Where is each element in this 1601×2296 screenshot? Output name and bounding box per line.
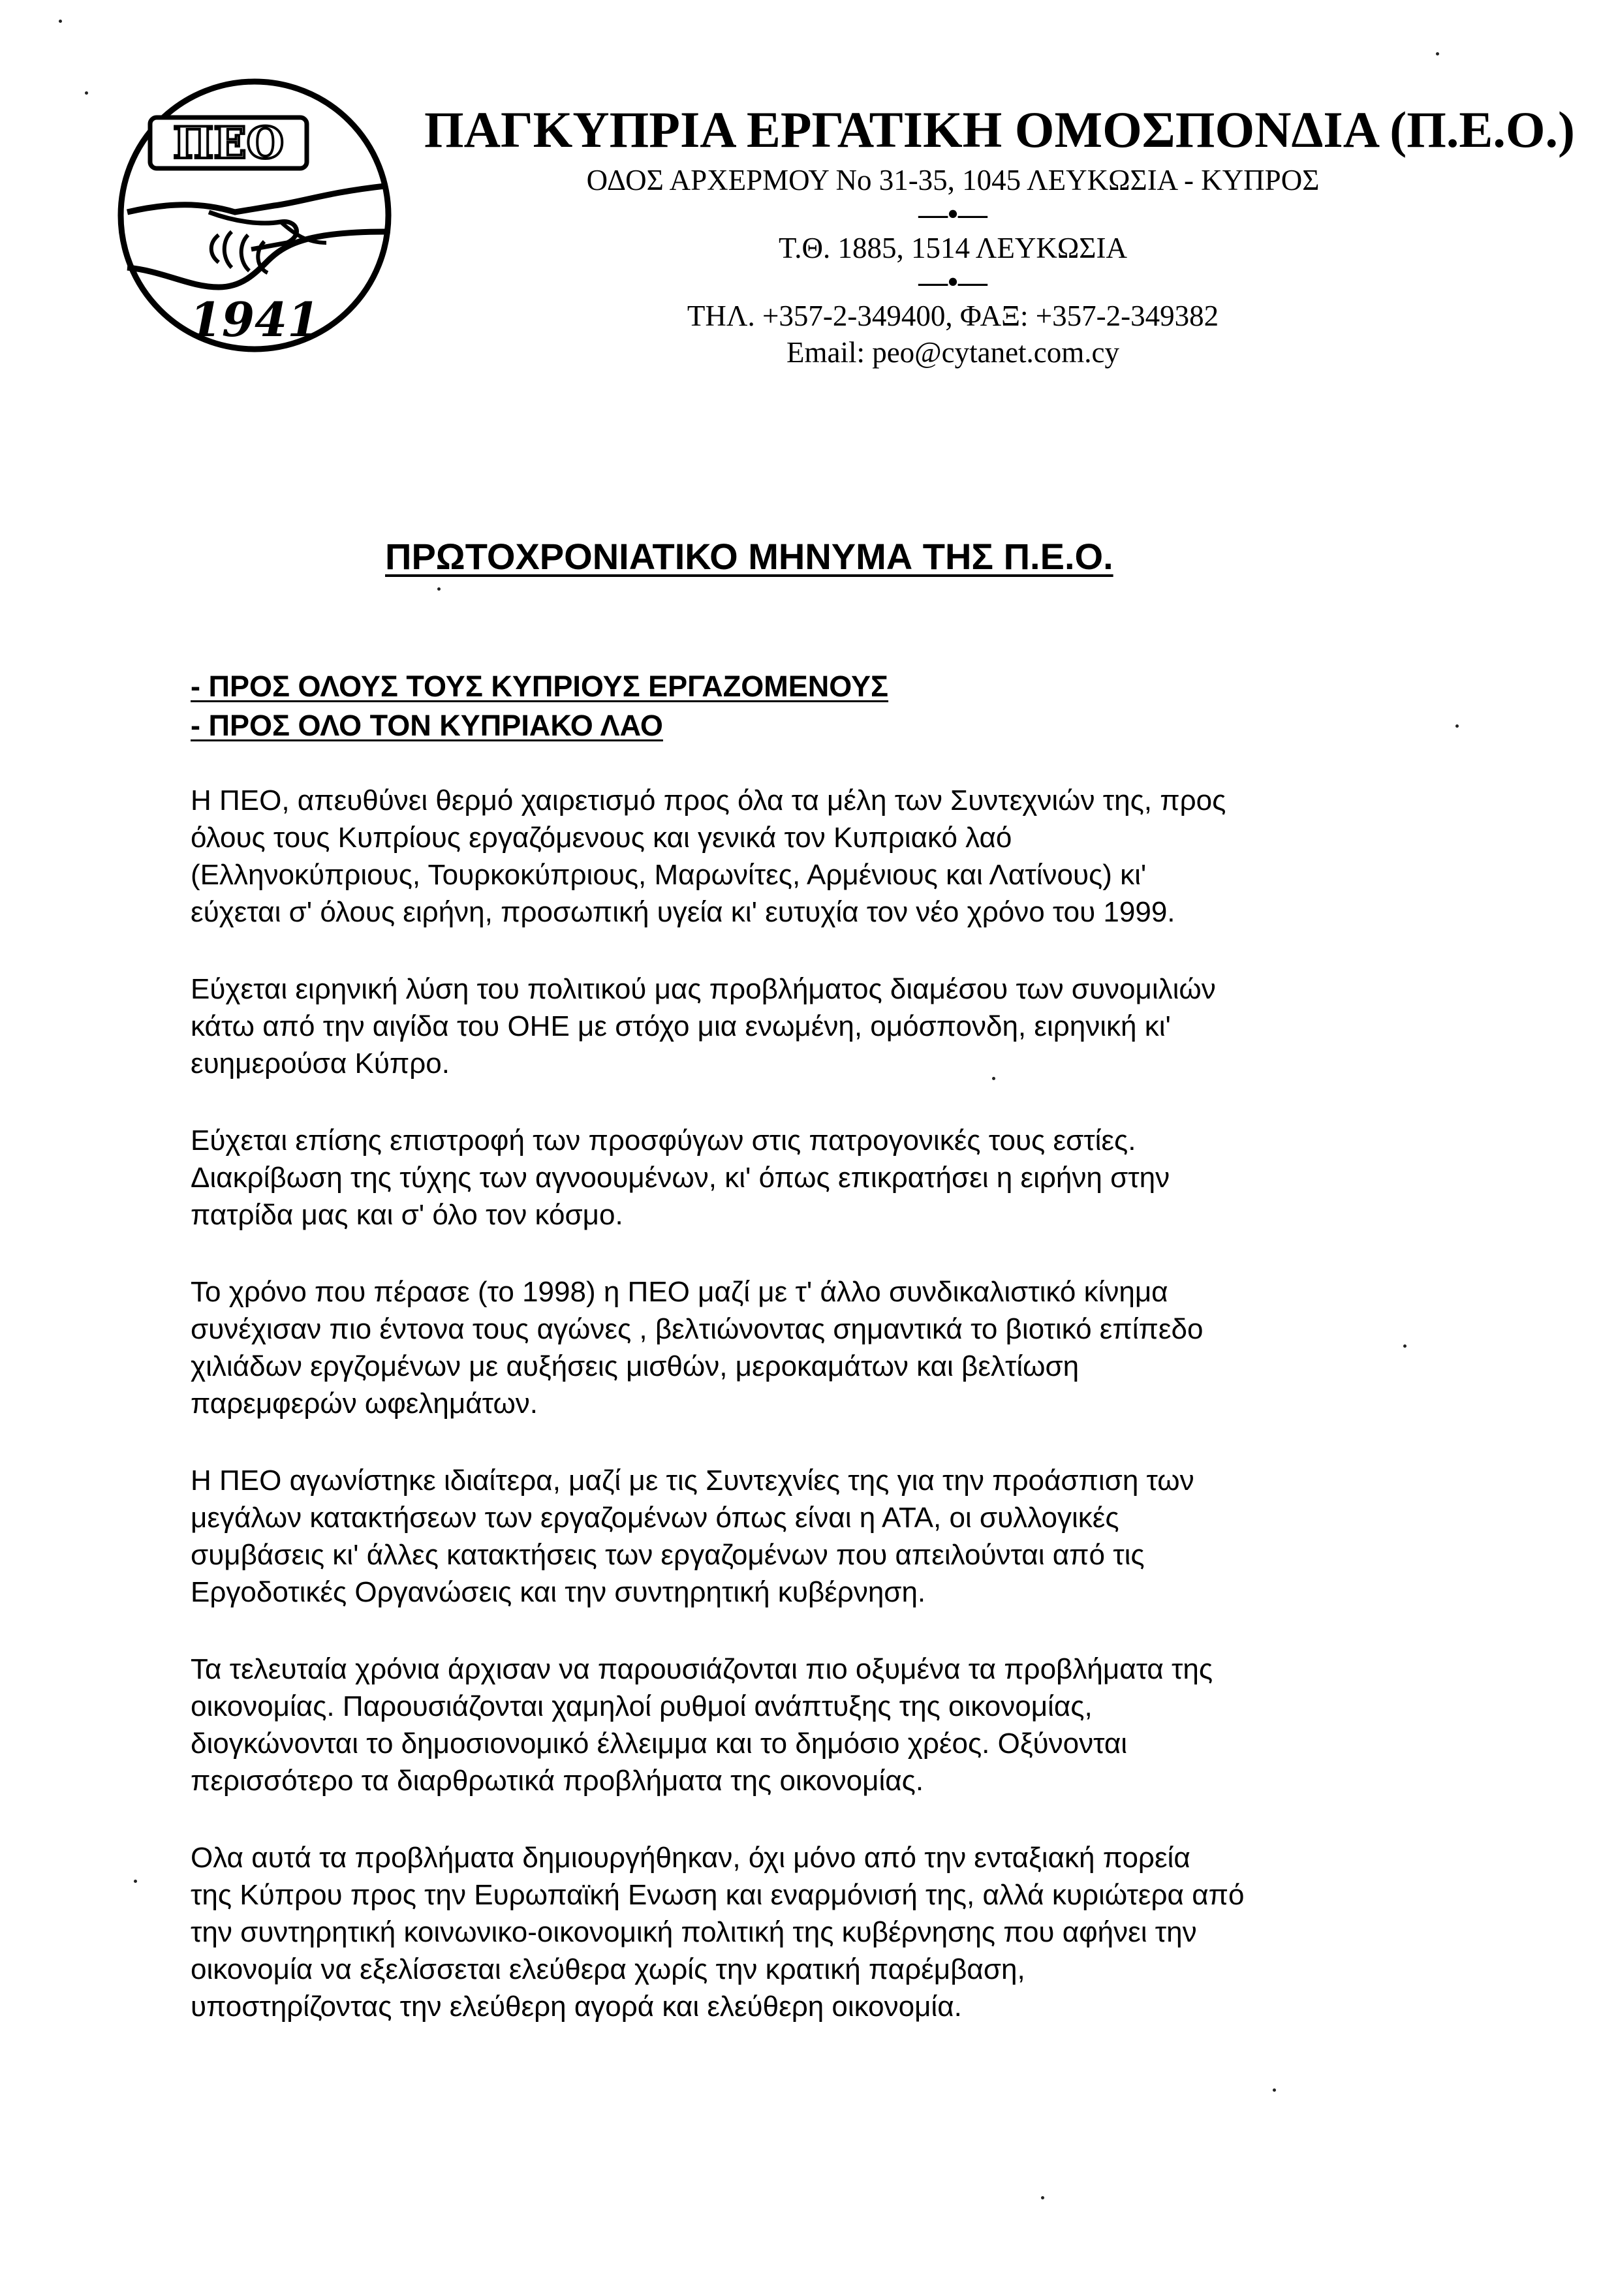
- text-line: Τα τελευταία χρόνια άρχισαν να παρουσιάζονται πιο οξυμένα τα προβλήματα της: [191, 1653, 1213, 1685]
- scan-speck: [1041, 2196, 1044, 2199]
- addressee-line: - ΠΡΟΣ ΟΛΟ ΤΟΝ ΚΥΠΡΙΑΚΟ ΛΑΟ: [191, 709, 663, 742]
- text-line: κάτω από την αιγίδα του ΟΗΕ με στόχο μια ενωμένη, ομόσπονδη, ειρηνική κι': [191, 1010, 1171, 1042]
- logo-acronym: ΠΕΟ: [172, 117, 285, 168]
- message-title: ΠΡΩΤΟΧΡΟΝΙΑΤΙΚΟ ΜΗΝΥΜΑ ΤΗΣ Π.Ε.Ο.: [385, 536, 1113, 577]
- text-line: της Κύπρου προς την Ευρωπαϊκή Ενωση και εναρμόνισή της, αλλά κυριώτερα από: [191, 1879, 1245, 1911]
- text-line: συνέχισαν πιο έντονα τους αγώνες , βελτιώνοντας σημαντικά το βιοτικό επίπεδο: [191, 1313, 1204, 1345]
- scan-speck: [1455, 724, 1459, 728]
- text-line: όλους τους Κυπρίους εργαζόμενους και γενικά τον Κυπριακό λαό: [191, 822, 1012, 854]
- text-line: Ολα αυτά τα προβλήματα δημιουργήθηκαν, όχι μόνο από την ενταξιακή πορεία: [191, 1842, 1190, 1874]
- scan-speck: [134, 1880, 137, 1883]
- text-line: συμβάσεις κι' άλλες κατακτήσεις των εργαζομένων που απειλούνται από τις: [191, 1539, 1145, 1571]
- paragraph: [191, 970, 1431, 1082]
- scan-speck: [1273, 2088, 1276, 2092]
- text-line: Εργοδοτικές Οργανώσεις και την συντηρητική κυβέρνηση.: [191, 1576, 926, 1608]
- text-line: εύχεται σ' όλους ειρήνη, προσωπική υγεία κι' ευτυχία τον νέο χρόνο του 1999.: [191, 896, 1175, 928]
- scan-speck: [85, 91, 88, 95]
- paragraph: [191, 1651, 1431, 1799]
- text-line: Η ΠΕΟ αγωνίστηκε ιδιαίτερα, μαζί με τις Συντεχνίες της για την προάσπιση των: [191, 1465, 1194, 1497]
- separator-2: —•—: [918, 266, 987, 298]
- logo-year: 1941: [189, 292, 320, 347]
- phone-fax: ΤΗΛ. +357-2-349400, ΦΑΞ: +357-2-349382: [687, 300, 1219, 332]
- scan-speck: [992, 1077, 995, 1080]
- peo-logo: [111, 72, 398, 359]
- street-address: ΟΔΟΣ ΑΡΧΕΡΜΟΥ Νο 31-35, 1045 ΛΕΥΚΩΣΙΑ - ΚΥΠΡΟΣ: [586, 164, 1320, 196]
- text-line: Η ΠΕΟ, απευθύνει θερμό χαιρετισμό προς όλα τα μέλη των Συντεχνιών της, προς: [191, 784, 1226, 816]
- text-line: διογκώνονται το δημοσιονομικό έλλειμμα και το δημόσιο χρέος. Οξύνονται: [191, 1728, 1128, 1760]
- paragraph: [191, 1839, 1431, 2025]
- text-line: περισσότερο τα διαρθρωτικά προβλήματα της οικονομίας.: [191, 1765, 924, 1797]
- handshake-icon: [111, 72, 398, 359]
- text-line: Διακρίβωση της τύχης των αγνοουμένων, κι' όπως επικρατήσει η ειρήνη στην: [191, 1162, 1170, 1194]
- message-body: [191, 782, 1431, 2065]
- addressee-line: - ΠΡΟΣ ΟΛΟΥΣ ΤΟΥΣ ΚΥΠΡΙΟΥΣ ΕΡΓΑΖΟΜΕΝΟΥΣ: [191, 670, 889, 703]
- text-line: οικονομίας. Παρουσιάζονται χαμηλοί ρυθμοί ανάπτυξης της οικονομίας,: [191, 1690, 1093, 1722]
- paragraph: [191, 1122, 1431, 1233]
- text-line: παρεμφερών ωφελημάτων.: [191, 1388, 538, 1419]
- text-line: (Ελληνοκύπριους, Τουρκοκύπριους, Μαρωνίτες, Αρμένιους και Λατίνους) κι': [191, 859, 1147, 891]
- scan-speck: [1403, 1344, 1407, 1348]
- text-line: την συντηρητική κοινωνικο-οικονομική πολιτική της κυβέρνησης που αφήνει την: [191, 1916, 1197, 1948]
- text-line: υποστηρίζοντας την ελεύθερη αγορά και ελεύθερη οικονομία.: [191, 1991, 962, 2023]
- po-box: Τ.Θ. 1885, 1514 ΛΕΥΚΩΣΙΑ: [779, 232, 1127, 264]
- text-line: μεγάλων κατακτήσεων των εργαζομένων όπως είναι η ΑΤΑ, οι συλλογικές: [191, 1502, 1119, 1534]
- email-address: Email: peo@cytanet.com.cy: [786, 336, 1119, 369]
- scan-speck: [1436, 52, 1439, 55]
- addressees: [191, 667, 888, 745]
- separator-1: —•—: [918, 198, 987, 230]
- text-line: χιλιάδων εργζομένων με αυξήσεις μισθών, μεροκαμάτων και βελτίωση: [191, 1350, 1080, 1382]
- text-line: Το χρόνο που πέρασε (το 1998) η ΠΕΟ μαζί με τ' άλλο συνδικαλιστικό κίνημα: [191, 1276, 1168, 1308]
- text-line: ευημερούσα Κύπρο.: [191, 1047, 450, 1079]
- paragraph: [191, 1462, 1431, 1611]
- paragraph: [191, 782, 1431, 931]
- organization-name: ΠΑΓΚΥΠΡΙΑ ΕΡΓΑΤΙΚΗ ΟΜΟΣΠΟΝΔΙΑ (Π.Ε.Ο.): [424, 101, 1576, 158]
- letterhead: [424, 98, 1576, 371]
- scan-speck: [59, 20, 62, 23]
- text-line: οικονομία να εξελίσσεται ελεύθερα χωρίς την κρατική παρέμβαση,: [191, 1953, 1025, 1985]
- text-line: πατρίδα μας και σ' όλο τον κόσμο.: [191, 1199, 623, 1231]
- text-line: Εύχεται ειρηνική λύση του πολιτικού μας προβλήματος διαμέσου των συνομιλιών: [191, 973, 1216, 1005]
- scan-speck: [437, 587, 441, 591]
- text-line: Εύχεται επίσης επιστροφή των προσφύγων στις πατρογονικές τους εστίες.: [191, 1125, 1136, 1156]
- paragraph: [191, 1273, 1431, 1422]
